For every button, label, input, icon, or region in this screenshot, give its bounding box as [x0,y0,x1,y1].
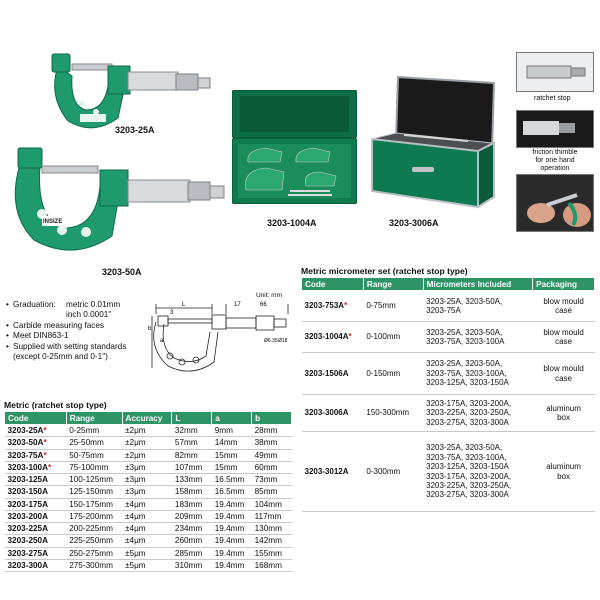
packaging-line: blow mould [543,327,584,337]
new-star: * [43,438,47,448]
row-L: 285mm [172,547,212,559]
row-code: 3203-100A* [5,461,67,473]
dim-L: L [182,302,186,308]
table-row [5,486,292,498]
row-range: 150-175mm [66,498,122,510]
row-b: 85mm [252,486,292,498]
included-line: 3203-25A, 3203-50A, [426,359,503,369]
included-line: 3203-125A, 3203-150A [426,378,509,388]
set-code: 3203-1506A [302,353,364,395]
row-a: 16.5mm [212,474,252,486]
row-code: 3203-125A [5,474,67,486]
metric-table-header: Code Range Accuracy L a b [5,412,292,425]
row-b: 28mm [252,425,292,437]
row-a: 19.4mm [212,547,252,559]
row-a: 9mm [212,425,252,437]
dim-d1: Ø6.35 [264,338,278,344]
set-packaging [533,432,595,512]
row-range: 200-225mm [66,523,122,535]
row-range: 75-100mm [66,461,122,473]
spec-item: • Meet DIN863-1 [6,331,69,341]
table-row [5,425,292,437]
friction-thimble-label [523,149,587,173]
dim-b: b [148,326,152,332]
included-line: 3203-75A, 3203-100A, [426,368,507,378]
table-row [302,432,595,512]
included-line: 3203-275A, 3203-300A [426,490,509,500]
row-code: 3203-275A [5,547,67,559]
row-code: 3203-75A* [5,449,67,461]
row-b: 142mm [252,535,292,547]
row-accuracy: ±3μm [122,461,172,473]
row-b: 155mm [252,547,292,559]
spec-item: • Supplied with setting standards [6,341,127,351]
set-included [423,291,532,322]
set-included [423,353,532,395]
row-range: 50-75mm [66,449,122,461]
set-included [423,322,532,353]
row-L: 310mm [172,559,212,571]
row-b: 60mm [252,461,292,473]
thimble-label-line2: for one hand [535,157,575,164]
micrometer-drawing [148,298,293,380]
table-row [5,535,292,547]
row-L: 133mm [172,474,212,486]
dim-66: 66 [260,302,267,308]
set-code: 3203-753A* [302,291,364,322]
table-row [5,510,292,522]
row-accuracy: ±4μm [122,510,172,522]
row-accuracy: ±5μm [122,547,172,559]
row-L: 209mm [172,510,212,522]
row-a: 16.5mm [212,486,252,498]
row-a: 19.4mm [212,510,252,522]
set-table-title: Metric micrometer set (ratchet stop type) [301,266,468,276]
row-a: 15mm [212,449,252,461]
set-code: 3203-3006A [302,395,364,432]
dim-3: 3 [170,310,174,316]
product-code-50: 3203-50A [102,267,142,277]
row-a: 15mm [212,461,252,473]
product-code-3006: 3203-3006A [389,218,439,228]
thimble-label-line1: friction thimble [532,149,578,156]
packaging-line: case [555,373,572,383]
included-line: 3203-25A, 3203-50A, [426,443,503,453]
set-table-header: Code Range Micrometers Included Packaging [302,278,595,291]
table-row [5,498,292,510]
row-code: 3203-250A [5,535,67,547]
row-accuracy: ±4μm [122,523,172,535]
row-b: 117mm [252,510,292,522]
packaging-line: blow mould [543,296,584,306]
micrometer-25-image [38,46,218,136]
micrometer-50-image [4,140,234,260]
row-code: 3203-300A [5,559,67,571]
row-L: 234mm [172,523,212,535]
set-range: 0-100mm [363,322,423,353]
row-a: 19.4mm [212,559,252,571]
set-included [423,395,532,432]
row-a: 19.4mm [212,523,252,535]
table-row [5,437,292,449]
ratchet-stop-photo [516,52,594,92]
row-accuracy: ±3μm [122,486,172,498]
packaging-line: aluminum [546,403,581,413]
row-range: 0-25mm [66,425,122,437]
row-range: 125-150mm [66,486,122,498]
friction-thimble-photo [516,110,594,148]
row-range: 100-125mm [66,474,122,486]
row-a: 19.4mm [212,498,252,510]
new-star: * [348,332,352,342]
aluminum-box-image [368,73,500,213]
included-line: 3203-175A, 3203-200A, [426,398,512,408]
row-range: 225-250mm [66,535,122,547]
table-row [302,322,595,353]
set-range: 0-75mm [363,291,423,322]
packaging-line: blow mould [543,364,584,374]
row-code: 3203-200A [5,510,67,522]
row-accuracy: ±2μm [122,449,172,461]
metric-table [4,411,292,572]
drawing-unit: Unit: mm [256,292,282,299]
brand-logo: INSIZE [43,219,63,225]
dim-a: a [160,338,164,344]
spec-item: (except 0-25mm and 0-1") [13,352,108,362]
included-line: 3203-75A [426,306,461,315]
thimble-label-line3: operation [540,165,570,172]
row-code: 3203-50A* [5,437,67,449]
set-range: 0-150mm [363,353,423,395]
row-range: 175-200mm [66,510,122,522]
table-row [302,353,595,395]
spec-item: inch 0.0001" [66,310,112,320]
row-b: 73mm [252,474,292,486]
spec-list [6,300,146,362]
included-line: 3203-225A, 3203-250A, [426,408,512,418]
set-range: 0-300mm [363,432,423,512]
row-accuracy: ±5μm [122,559,172,571]
packaging-line: box [557,471,570,481]
row-a: 19.4mm [212,535,252,547]
row-L: 260mm [172,535,212,547]
new-star: * [48,462,52,472]
packaging-line: case [555,337,572,346]
row-b: 38mm [252,437,292,449]
blow-mould-case-image [232,90,357,204]
included-line: 3203-25A, 3203-50A, [426,296,503,306]
row-accuracy: ±4μm [122,498,172,510]
table-row [302,291,595,322]
row-code: 3203-25A* [5,425,67,437]
packaging-line: aluminum [546,462,581,472]
row-code: 3203-175A [5,498,67,510]
row-a: 14mm [212,437,252,449]
table-row [5,449,292,461]
packaging-line: box [557,413,570,422]
set-packaging [533,322,595,353]
spec-item: • Carbide measuring faces [6,320,105,330]
included-line: 3203-75A, 3203-100A, [426,452,507,462]
row-L: 158mm [172,486,212,498]
new-star: * [344,301,348,311]
row-b: 130mm [252,523,292,535]
row-L: 183mm [172,498,212,510]
spec-item: • Graduation: metric 0.01mm [6,300,121,309]
dim-d2: Ø18 [278,338,288,344]
row-L: 107mm [172,461,212,473]
row-b: 168mm [252,559,292,571]
table-row [5,461,292,473]
included-line: 3203-175A, 3203-200A, [426,471,512,481]
new-star: * [43,426,47,436]
row-range: 25-50mm [66,437,122,449]
included-line: 3203-125A, 3203-150A [426,462,509,472]
product-code-1004: 3203-1004A [267,218,317,228]
hand-operation-photo [516,174,594,232]
row-range: 250-275mm [66,547,122,559]
product-code-25: 3203-25A [115,125,155,135]
included-line: 3203-25A, 3203-50A, [426,327,503,337]
row-L: 82mm [172,449,212,461]
table-row [5,547,292,559]
row-L: 32mm [172,425,212,437]
row-b: 104mm [252,498,292,510]
row-accuracy: ±2μm [122,425,172,437]
set-packaging [533,395,595,432]
metric-table-title: Metric (ratchet stop type) [4,400,107,410]
set-included [423,432,532,512]
set-packaging [533,291,595,322]
included-line: 3203-275A, 3203-300A [426,417,509,427]
dim-17: 17 [234,302,241,308]
new-star: * [43,450,47,460]
table-row [5,559,292,571]
set-packaging [533,353,595,395]
row-code: 3203-225A [5,523,67,535]
table-row [5,474,292,486]
table-row [5,523,292,535]
row-range: 275-300mm [66,559,122,571]
included-line: 3203-225A, 3203-250A, [426,480,512,490]
ratchet-stop-label: ratchet stop [534,95,571,102]
set-code: 3203-3012A [302,432,364,512]
row-code: 3203-150A [5,486,67,498]
included-line: 3203-75A, 3203-100A [426,337,505,346]
row-accuracy: ±2μm [122,437,172,449]
set-table [301,277,595,512]
set-code: 3203-1004A* [302,322,364,353]
row-b: 49mm [252,449,292,461]
row-accuracy: ±4μm [122,535,172,547]
row-L: 57mm [172,437,212,449]
row-accuracy: ±3μm [122,474,172,486]
packaging-line: case [555,306,572,315]
set-range: 150-300mm [363,395,423,432]
table-row [302,395,595,432]
